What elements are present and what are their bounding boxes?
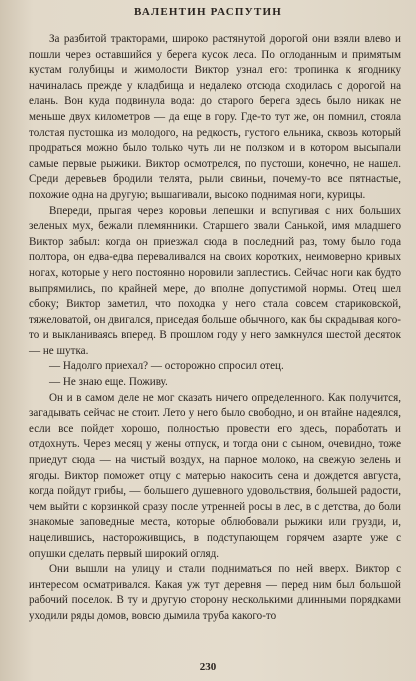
paragraph: Впереди, прыгая через коровьи лепешки и вспугивая с них больших зеленых мух, бежали племянники. Старшего звали Санькой, имя младшего Виктор забыл: когда он приезжал сюда в последний раз, тому было года полтора, он едва-едва переваливался на своих коротких, неимоверно кривых ногах, которые у него постоянно норовили заплестись. Сейчас ноги как будто выпрямились, по крайней мере, до вполне допустимой нормы. Отец шел сбоку; Виктор заметил, что походка у него стала совсем стариковской, тяжеловатой, он двигался, приседая больше обычного, как бы скрадывая кого-то и выкланиваясь вперед. В прошлом году у него замкнулся шестой десяток — не шутка. (29, 204, 401, 357)
running-title: ВАЛЕНТИН РАСПУТИН (133, 6, 282, 18)
body-text (29, 32, 401, 625)
paragraph: — Не знаю еще. Поживу. (49, 376, 168, 389)
paragraph: За разбитой тракторами, широко растянутой дорогой они взяли влево и пошли через оставшийся у берега кусок леса. По оглоданным и примятым кустам голубицы и жимолости Виктор узнал его: тропинка к ягоднику начиналась прежде у кладбища и недалеко отсюда сходилась с дорогой на елань. Вон куда подвинула вода: до старого берега здесь было никак не меньше двух километров — да еще в гору. Где-то тут же, он помнил, стояла толстая пустошка из молодого, на редкость, густого ельника, сквозь который продраться можно было только чуть ли не ползком и в котором высыпали самые первые рыжики. Виктор осмотрелся, по пустоши, конечно, не нашел. Среди деревьев бродили телята, рыли свиньи, почему-то все пятнастые, похожие одна на другую; вышагивали, высоко поднимая ноги, курицы. (29, 33, 401, 201)
paragraph: Он и в самом деле не мог сказать ничего определенного. Как получится, загадывать сейчас не стоит. Лето у него было свободно, и он втайне надеялся, если все пойдет хорошо, полностью провести его здесь, поработать и отдохнуть. Через месяц у жены отпуск, и тогда они с сыном, очевидно, тоже приедут сюда — на чистый воздух, на парное молоко, на свежую зелень и ягоды. Виктор поможет отцу с матерью накосить сена и дождется августа, когда пойдут грибы, — большего душевного удовольствия, большей радости, чем выйти с корзинкой сразу после утренней росы в лес, в с детства, до боли знакомые заповедные места, которые облюбовали рыжики или грузди, и, нацелившись, настороживщись, в подступающем горячем азарте уже с опушки сделать первый широкий огляд. (29, 391, 401, 560)
paragraph: — Надолго приехал? — осторожно спросил отец. (49, 360, 284, 373)
page-number: 230 (199, 661, 217, 673)
paragraph: Они вышли на улицу и стали подниматься по ней вверх. Виктор с интересом осматривался. Какая уж тут деревня — перед ним был большой рабочий поселок. В ту и другую сторону несколькими длинными порядками уходили ряды домов, вовсю дымила труба какого-то (29, 563, 401, 622)
